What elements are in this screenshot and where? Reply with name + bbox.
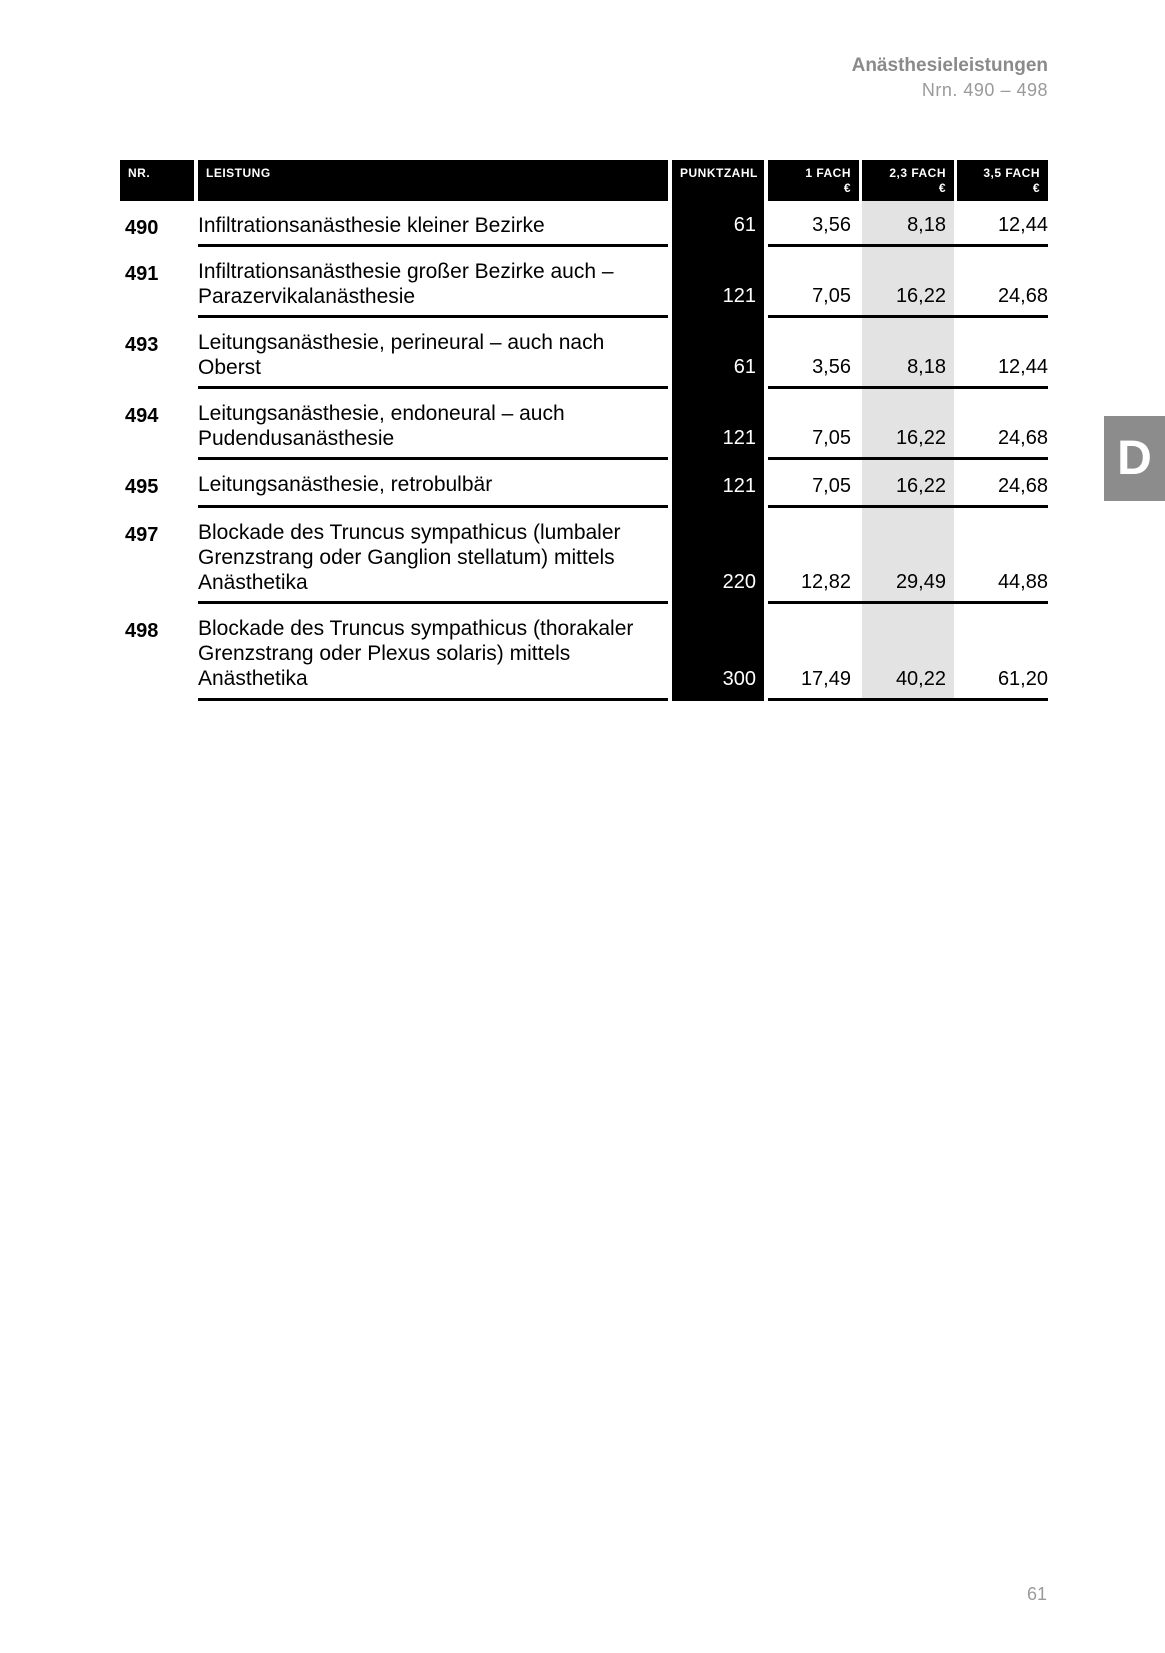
table-row [120, 460, 1048, 508]
row-leistung: Leitungsanästhesie, retrobulbär [198, 473, 493, 496]
row-fach23: 8,18 [907, 214, 946, 236]
row-punktzahl: 61 [733, 214, 756, 236]
row-punktzahl: 121 [722, 285, 756, 307]
row-leistung: Leitungsanästhesie, endoneural – auch Pudendusanästhesie [198, 402, 565, 450]
row-nr: 495 [125, 476, 159, 498]
row-rule [198, 698, 668, 701]
row-nr: 497 [125, 524, 159, 546]
table-header [120, 160, 1048, 201]
fee-table [120, 160, 1048, 701]
row-punktzahl: 121 [722, 427, 756, 449]
col-header-leistung: LEISTUNG [198, 160, 668, 201]
row-nr: 491 [125, 263, 159, 285]
page-number: 61 [1026, 1584, 1047, 1604]
table-row [120, 604, 1048, 701]
row-nr: 494 [125, 405, 159, 427]
row-punktzahl-cell [672, 247, 764, 318]
col-header-nr: NR. [120, 160, 194, 201]
col-header-fach23: 2,3 FACH € [862, 160, 954, 201]
row-fach23: 16,22 [895, 427, 946, 449]
row-rule [768, 698, 1048, 701]
row-fach35: 61,20 [997, 668, 1048, 690]
row-fach23: 40,22 [895, 668, 946, 690]
row-punktzahl: 220 [722, 571, 756, 593]
row-fach23: 29,49 [895, 571, 946, 593]
table-row [120, 389, 1048, 460]
row-leistung: Infiltrationsanästhesie großer Bezirke auch – Parazervikalanästhesie [198, 260, 614, 308]
row-fach35: 12,44 [997, 356, 1048, 378]
row-fach35: 12,44 [997, 214, 1048, 236]
row-fach23: 16,22 [895, 475, 946, 497]
row-fach1: 7,05 [812, 427, 851, 449]
running-head-title: Anästhesieleistungen [851, 55, 1048, 76]
row-punktzahl: 61 [733, 356, 756, 378]
table-row [120, 247, 1048, 318]
row-fach35: 24,68 [997, 475, 1048, 497]
running-head-range: Nrn. 490 – 498 [921, 80, 1048, 100]
row-nr: 498 [125, 620, 159, 642]
row-fach35: 24,68 [997, 285, 1048, 307]
table-row [120, 318, 1048, 389]
row-fach1: 7,05 [812, 475, 851, 497]
row-punktzahl-cell [672, 201, 764, 247]
table-row [120, 201, 1048, 247]
row-punktzahl-cell [672, 604, 764, 701]
row-fach1: 7,05 [812, 285, 851, 307]
row-nr: 493 [125, 334, 159, 356]
row-fach1: 12,82 [800, 571, 851, 593]
row-punktzahl-cell [672, 318, 764, 389]
row-fach1: 3,56 [812, 214, 851, 236]
row-fach1: 17,49 [800, 668, 851, 690]
row-fach35: 24,68 [997, 427, 1048, 449]
row-fach23: 8,18 [907, 356, 946, 378]
row-leistung: Leitungsanästhesie, perineural – auch nach Oberst [198, 331, 605, 379]
row-punktzahl-cell [672, 508, 764, 604]
row-punktzahl-cell [672, 389, 764, 460]
col-header-fach1: 1 FACH € [768, 160, 859, 201]
running-head [852, 54, 1048, 102]
row-nr: 490 [125, 217, 159, 239]
col-header-punktzahl: PUNKTZAHL [672, 160, 764, 201]
row-punktzahl: 300 [722, 668, 756, 690]
row-leistung: Infiltrationsanästhesie kleiner Bezirke [198, 214, 545, 237]
row-fach23: 16,22 [895, 285, 946, 307]
row-punktzahl: 121 [722, 475, 756, 497]
table-row [120, 508, 1048, 604]
col-header-fach35: 3,5 FACH € [957, 160, 1048, 201]
row-punktzahl-cell [672, 460, 764, 508]
row-leistung: Blockade des Truncus sympathicus (thorakaler Grenzstrang oder Plexus solaris) mittels Anästhetika [198, 617, 634, 690]
row-fach35: 44,88 [997, 571, 1048, 593]
row-leistung: Blockade des Truncus sympathicus (lumbaler Grenzstrang oder Ganglion stellatum) mittels Anästhetika [198, 521, 621, 594]
section-tab[interactable]: D [1104, 416, 1165, 501]
row-fach1: 3,56 [812, 356, 851, 378]
